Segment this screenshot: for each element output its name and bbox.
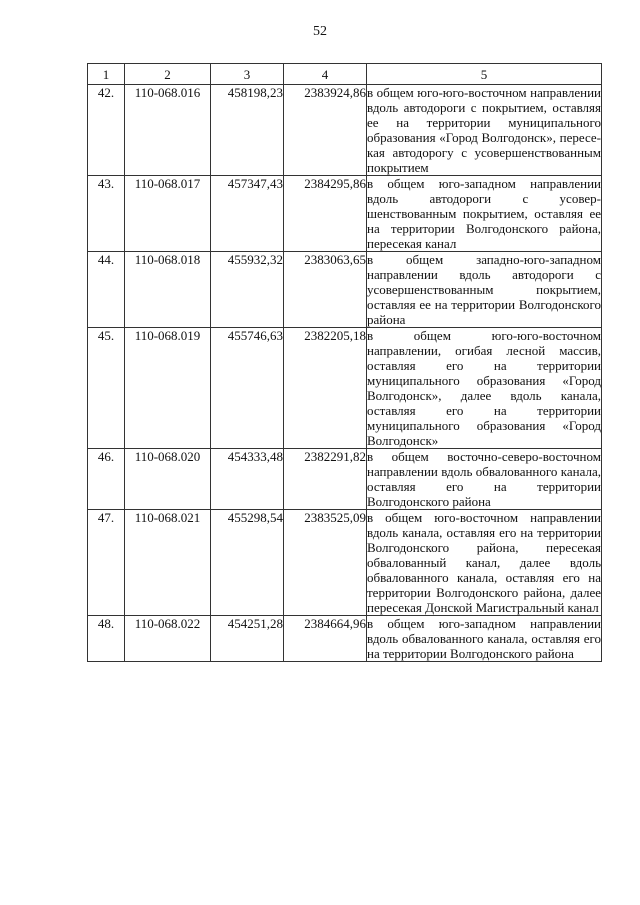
boundary-description: в общем западно-юго-западном направлении вдоль автодороги с усовершенствованным покрытием, оставляя ее на территории Волгодонского района <box>367 252 601 327</box>
boundary-description: в общем юго-юго-восточном направлении, огибая лесной массив, оставляя его на территории муниципального образования «Город Волгодонск», далее вдоль канала, оставляя его на территории муниципального образования «Город Волгодонск» <box>367 328 601 448</box>
table-body <box>88 85 602 662</box>
table-row <box>88 176 602 252</box>
row-number: 48. <box>88 616 125 662</box>
row-number: 46. <box>88 449 125 510</box>
coordinate-x: 454251,28 <box>211 616 284 662</box>
header-col-2: 2 <box>125 64 211 85</box>
point-code: 110-068.022 <box>125 616 211 662</box>
row-number: 43. <box>88 176 125 252</box>
coordinate-x: 457347,43 <box>211 176 284 252</box>
table-row <box>88 252 602 328</box>
point-code: 110-068.016 <box>125 85 211 176</box>
coordinate-y: 2383525,09 <box>284 510 367 616</box>
row-number: 44. <box>88 252 125 328</box>
coordinate-y: 2384664,96 <box>284 616 367 662</box>
table-row <box>88 85 602 176</box>
coordinate-y: 2382205,18 <box>284 328 367 449</box>
row-number: 42. <box>88 85 125 176</box>
boundary-description: в общем восточно-северо-восточном направлении вдоль обвалованного канала, оставляя его на территории Волгодонского района <box>367 449 601 509</box>
boundary-description: в общем юго-восточном направлении вдоль канала, оставляя его на территории Волгодонского района, пересекая обвалованный канал, далее вдоль обвалованного канала, оставляя его на территории Волгодонского района, далее пересекая Донской Магистральный канал <box>367 510 601 615</box>
row-number: 45. <box>88 328 125 449</box>
coordinate-x: 458198,23 <box>211 85 284 176</box>
boundary-points-table <box>87 63 602 662</box>
boundary-description: в общем юго-западном направлении вдоль обвалованного канала, оставляя его на территории Волгодонского района <box>367 616 601 661</box>
coordinate-y: 2382291,82 <box>284 449 367 510</box>
page-number: 52 <box>313 24 327 39</box>
table-row <box>88 328 602 449</box>
point-code: 110-068.019 <box>125 328 211 449</box>
coordinate-x: 455932,32 <box>211 252 284 328</box>
boundary-description: в общем юго-юго-восточном направлении вдоль автодороги с покрытием, оставляя ее на территории муниципального образования «Город Волгодонск», пересекая автодорогу с усовершенствованным покрытием <box>367 85 601 175</box>
coordinate-x: 454333,48 <box>211 449 284 510</box>
table-row <box>88 616 602 662</box>
header-col-3: 3 <box>211 64 284 85</box>
coordinate-x: 455298,54 <box>211 510 284 616</box>
point-code: 110-068.021 <box>125 510 211 616</box>
table-header <box>88 64 602 85</box>
coordinate-y: 2383063,65 <box>284 252 367 328</box>
header-col-4: 4 <box>284 64 367 85</box>
coordinate-x: 455746,63 <box>211 328 284 449</box>
row-number: 47. <box>88 510 125 616</box>
coordinate-y: 2383924,86 <box>284 85 367 176</box>
point-code: 110-068.017 <box>125 176 211 252</box>
point-code: 110-068.020 <box>125 449 211 510</box>
header-col-1: 1 <box>88 64 125 85</box>
boundary-description: в общем юго-западном направлении вдоль автодороги с усовершенствованным покрытием, оставляя ее на территории Волгодонского района, пересекая канал <box>367 176 601 251</box>
point-code: 110-068.018 <box>125 252 211 328</box>
table-row <box>88 510 602 616</box>
table-row <box>88 449 602 510</box>
coordinate-y: 2384295,86 <box>284 176 367 252</box>
header-col-5: 5 <box>367 64 602 85</box>
